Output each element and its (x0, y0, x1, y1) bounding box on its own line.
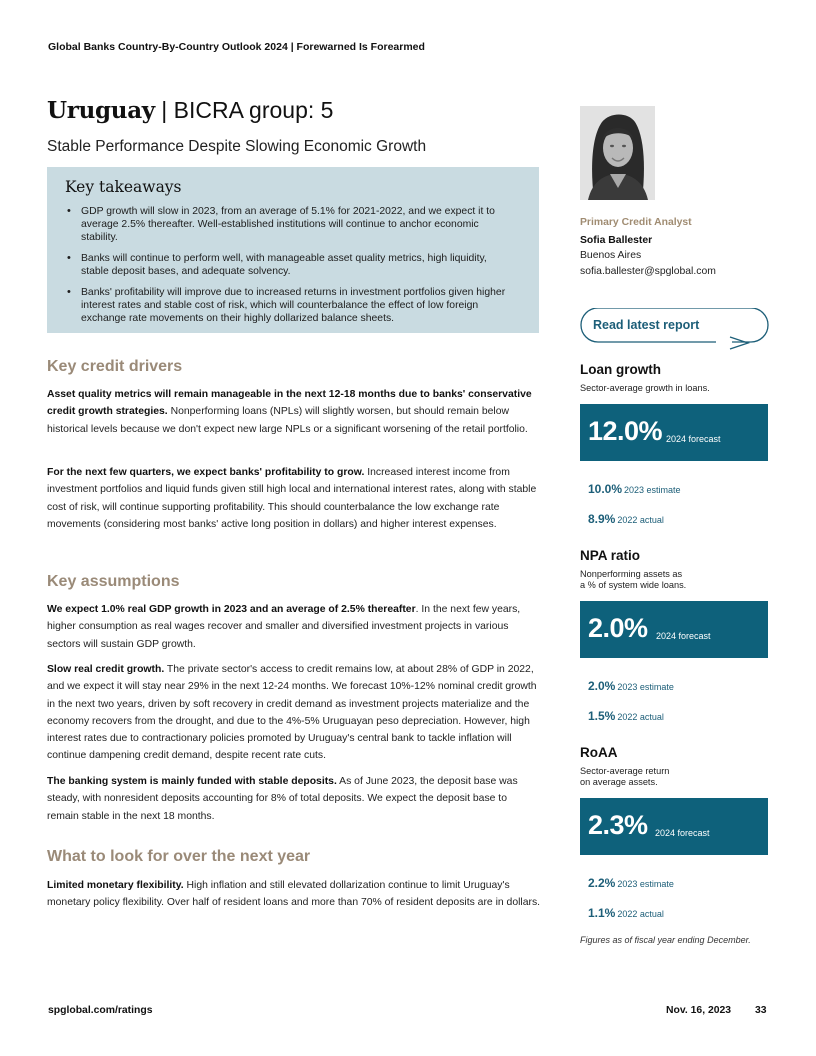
key-credit-drivers-heading: Key credit drivers (47, 358, 183, 375)
npa-ratio-estimate-label: 2023 estimate (617, 682, 674, 692)
npa-ratio-forecast-value: 2.0% (588, 613, 648, 643)
npa-ratio-actual-value: 1.5% (588, 709, 616, 723)
outlook-heading: What to look for over the next year (47, 848, 311, 865)
drivers-p2-body: Increased interest income from investment portfolios and liquid funds given still high local and international interest rates, along with stable cost of risk, will continue supporting profitability. This should counterbalance the low exchange rate movements (considering most banks' active long position in dollars) and higher interest expenses. (47, 467, 537, 530)
analyst-portrait-image (580, 106, 655, 200)
npa-ratio-estimate-value: 2.0% (588, 679, 616, 693)
page-subtitle: Stable Performance Despite Slowing Economic Growth (47, 138, 427, 155)
footer-page-number: 33 (755, 1005, 767, 1016)
analyst-photo (580, 106, 655, 200)
roaa-actual-label: 2022 actual (617, 909, 664, 919)
key-takeaways-heading: Key takeaways (65, 178, 182, 196)
analyst-city: Buenos Aires (580, 250, 642, 261)
assumptions-p3-lead: The banking system is mainly funded with stable deposits. (47, 776, 337, 787)
analyst-name: Sofia Ballester (580, 235, 653, 246)
npa-ratio-forecast-box (580, 601, 768, 658)
roaa-estimate-row (588, 874, 674, 892)
title-country: Uruguay (47, 97, 155, 124)
arrow-right-icon (730, 337, 748, 349)
title-separator: | (154, 97, 174, 123)
loan-growth-actual-value: 8.9% (588, 512, 616, 526)
page-title (47, 97, 333, 124)
loan-growth-forecast-label: 2024 forecast (666, 434, 721, 444)
analyst-role: Primary Credit Analyst (580, 217, 692, 228)
roaa-estimate-label: 2023 estimate (617, 879, 674, 889)
assumptions-p2-lead: Slow real credit growth. (47, 664, 165, 675)
npa-ratio-desc-line-1: Nonperforming assets as (580, 569, 683, 579)
figures-note: Figures as of fiscal year ending December. (580, 935, 751, 945)
takeaway-item: • Banks' profitability will improve due to increased returns in investment portfolios given higher interest rates and stable cost of risk, which will counterbalance the effect of low foreign exchange rate movements on their highly dollarized balance sheets. (65, 286, 517, 325)
title-bicra: BICRA group: 5 (173, 97, 334, 123)
assumptions-paragraph-3 (47, 773, 541, 825)
roaa-title: RoAA (580, 745, 618, 760)
roaa-desc-line-2: on average assets. (580, 777, 658, 787)
npa-ratio-title: NPA ratio (580, 548, 641, 563)
outlook-paragraph-1 (47, 877, 541, 912)
roaa-estimate-value: 2.2% (588, 876, 616, 890)
loan-growth-estimate-label: 2023 estimate (624, 485, 681, 495)
roaa-desc-line-1: Sector-average return (580, 766, 670, 776)
running-header: Global Banks Country-By-Country Outlook 2024 | Forewarned Is Forearmed (48, 41, 425, 53)
analyst-email[interactable]: sofia.ballester@spglobal.com (580, 266, 716, 277)
drivers-paragraph-1 (47, 386, 541, 438)
loan-growth-title: Loan growth (580, 362, 661, 377)
assumptions-paragraph-2 (47, 661, 541, 765)
npa-ratio-forecast-label: 2024 forecast (656, 631, 711, 641)
assumptions-p1-body: . In the next few years, higher consumption as real wages recover and smaller and diversified investment projects in various sectors will sustain GDP growth. (47, 604, 521, 650)
npa-ratio-desc-line-2: a % of system wide loans. (580, 580, 687, 590)
roaa-forecast-box (580, 798, 768, 855)
npa-ratio-actual-row (588, 707, 664, 725)
footer-site-link[interactable]: spglobal.com/ratings (48, 1005, 153, 1016)
loan-growth-forecast-box (580, 404, 768, 461)
assumptions-p2-body: The private sector's access to credit remains low, at about 28% of GDP in 2022, and we expect it will stay near 29% in the next 12-24 months. We forecast 10%-12% nominal credit growth in the next two years, driven by soft recovery in credit demand as investment projects materialize and the economy recovers from the drought, and due to the 4%-5% Uruguayan peso depreciation. However, high interest rates due to contractionary policies promoted by Uruguay's central bank to tackle inflation will continue dampening credit demand, despite recent rate cuts. (47, 664, 537, 762)
drivers-paragraph-2 (47, 464, 541, 533)
npa-ratio-actual-label: 2022 actual (617, 712, 664, 722)
loan-growth-estimate-value: 10.0% (588, 482, 623, 496)
takeaway-item: • Banks will continue to perform well, with manageable asset quality metrics, high liquidity, stable deposit bases, and adequate solvency. (65, 252, 517, 278)
roaa-actual-row (588, 904, 664, 922)
roaa-forecast-label: 2024 forecast (655, 828, 710, 838)
footer-date: Nov. 16, 2023 (666, 1005, 732, 1016)
npa-ratio-estimate-row (588, 677, 674, 695)
drivers-p2-lead: For the next few quarters, we expect banks' profitability to grow. (47, 467, 365, 478)
roaa-forecast-value: 2.3% (588, 810, 648, 840)
loan-growth-actual-label: 2022 actual (617, 515, 664, 525)
read-latest-report-button[interactable] (580, 308, 769, 354)
assumptions-paragraph-1 (47, 601, 541, 653)
drivers-p1-body: Nonperforming loans (NPLs) will slightly worsen, but should remain below historical levels because we don't expect new large NPLs or a significant worsening of the retail portfolio. (47, 406, 528, 435)
outlook-p1-lead: Limited monetary flexibility. (47, 880, 184, 891)
assumptions-p3-body: As of June 2023, the deposit base was steady, with nonresident deposits accounting for 8% of total deposits. We expect the deposit base to remain stable in the next 18 months. (47, 776, 518, 822)
drivers-p1-lead: Asset quality metrics will remain manageable in the next 12-18 months due to banks' conservative credit growth strategies. (47, 389, 532, 418)
takeaway-item: • GDP growth will slow in 2023, from an average of 5.1% for 2021-2022, and we expect it to average 2.5% thereafter. Well-established institutions will continue to anchor economic stability. (65, 205, 517, 244)
key-takeaways-box (47, 167, 539, 333)
assumptions-p1-lead: We expect 1.0% real GDP growth in 2023 and an average of 2.5% thereafter (47, 604, 416, 615)
key-takeaways-list (65, 205, 517, 325)
loan-growth-actual-row (588, 510, 664, 528)
loan-growth-desc: Sector-average growth in loans. (580, 383, 710, 393)
key-assumptions-heading: Key assumptions (47, 573, 180, 590)
loan-growth-estimate-row (588, 480, 681, 498)
loan-growth-forecast-value: 12.0% (588, 416, 663, 446)
roaa-actual-value: 1.1% (588, 906, 616, 920)
outlook-p1-body: High inflation and still elevated dollarization continue to limit Uruguay's monetary policy flexibility. Over half of resident loans and more than 70% of resident deposits are in dollars. (47, 880, 541, 909)
read-latest-report-label: Read latest report (593, 318, 700, 332)
